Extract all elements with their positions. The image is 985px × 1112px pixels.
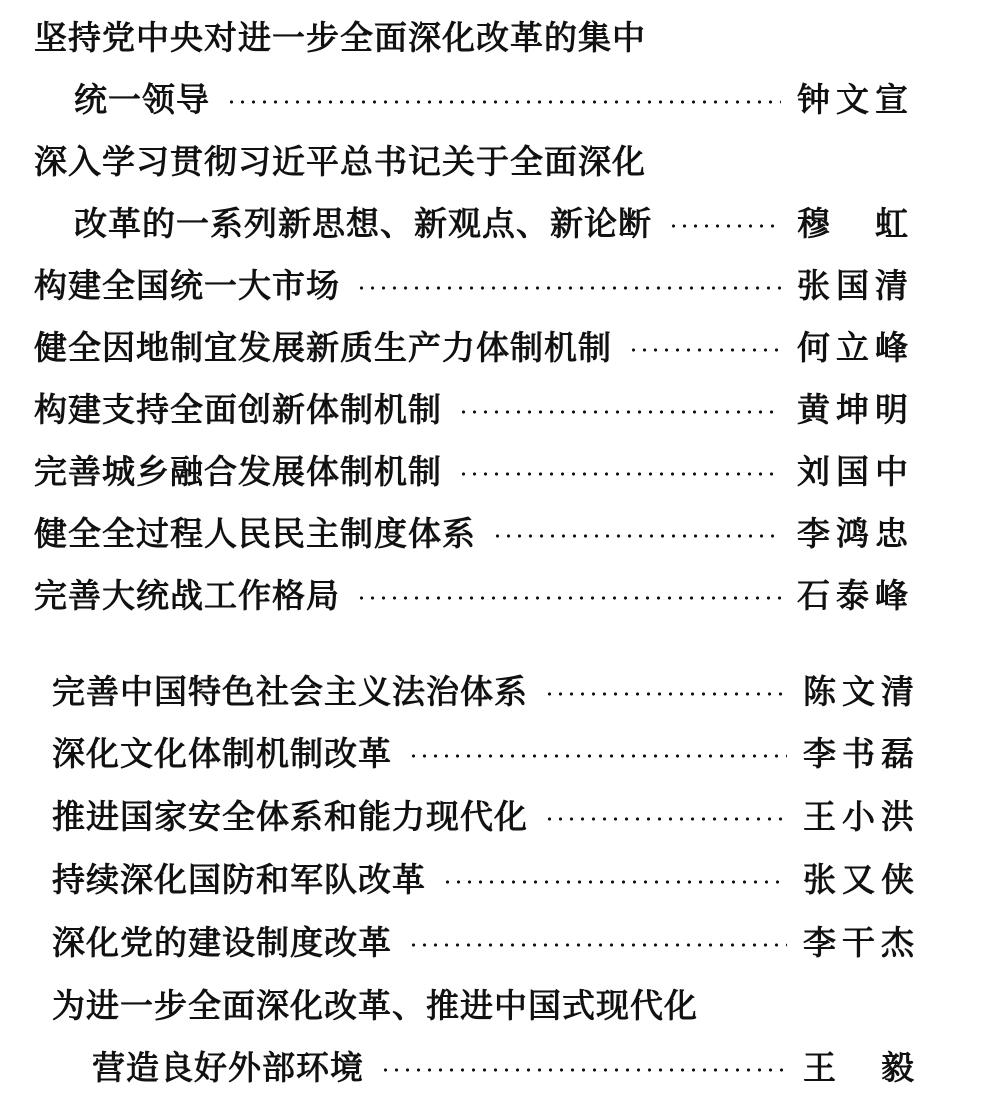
toc-entry-title: 深化党的建设制度改革 <box>52 922 392 962</box>
dot-leader <box>380 1068 787 1072</box>
toc-entry[interactable] <box>34 568 914 618</box>
toc-entry-author: 陈文清 <box>803 671 920 711</box>
toc-entry-title-line[interactable] <box>52 978 920 1028</box>
toc-entry[interactable] <box>52 915 920 965</box>
toc-entry[interactable] <box>34 320 914 370</box>
toc-entry-title: 完善大统战工作格局 <box>34 575 340 615</box>
toc-entry[interactable] <box>52 664 920 714</box>
toc-entry[interactable] <box>52 726 920 776</box>
toc-entry-title: 构建全国统一大市场 <box>34 265 340 305</box>
toc-entry-author: 刘国中 <box>797 451 914 491</box>
dot-leader <box>226 100 781 104</box>
toc-entry-title: 完善城乡融合发展体制机制 <box>34 451 442 491</box>
toc-entry[interactable] <box>52 789 920 839</box>
toc-entry-title: 为进一步全面深化改革、推进中国式现代化 <box>52 985 698 1025</box>
toc-entry[interactable] <box>34 506 914 556</box>
toc-entry[interactable] <box>74 196 914 246</box>
toc-entry-author: 王小洪 <box>803 796 920 836</box>
toc-entry-author: 钟文宣 <box>797 79 914 119</box>
toc-entry[interactable] <box>34 258 914 308</box>
toc-entry-author: 张又侠 <box>803 859 920 899</box>
toc-entry-title-line[interactable] <box>34 10 914 60</box>
toc-entry-title-continuation: 统一领导 <box>74 79 210 119</box>
toc-entry-author: 李鸿忠 <box>797 513 914 553</box>
toc-entry-title: 健全因地制宜发展新质生产力体制机制 <box>34 327 612 367</box>
toc-entry[interactable] <box>74 72 914 122</box>
dot-leader <box>458 472 781 476</box>
dot-leader <box>458 410 781 414</box>
dot-leader <box>442 880 787 884</box>
toc-entry-title: 构建支持全面创新体制机制 <box>34 389 442 429</box>
dot-leader <box>408 754 787 758</box>
dot-leader <box>356 596 781 600</box>
toc-entry-title: 推进国家安全体系和能力现代化 <box>52 796 528 836</box>
dot-leader <box>492 534 781 538</box>
toc-entry-title-line[interactable] <box>34 134 914 184</box>
dot-leader <box>356 286 781 290</box>
toc-entry-title-continuation: 营造良好外部环境 <box>92 1047 364 1087</box>
dot-leader <box>544 692 787 696</box>
toc-entry-title: 深入学习贯彻习近平总书记关于全面深化 <box>34 141 646 181</box>
toc-entry[interactable] <box>92 1040 920 1090</box>
toc-entry-author: 石泰峰 <box>797 575 914 615</box>
toc-entry-author: 黄坤明 <box>797 389 914 429</box>
toc-entry-title: 深化文化体制机制改革 <box>52 733 392 773</box>
toc-entry-author: 穆 虹 <box>797 203 914 243</box>
toc-entry-title: 持续深化国防和军队改革 <box>52 859 426 899</box>
toc-entry-author: 李干杰 <box>803 922 920 962</box>
toc-entry-title: 健全全过程人民民主制度体系 <box>34 513 476 553</box>
dot-leader <box>668 224 781 228</box>
dot-leader <box>408 943 787 947</box>
toc-entry-author: 李书磊 <box>803 733 920 773</box>
dot-leader <box>628 348 781 352</box>
toc-entry-author: 张国清 <box>797 265 914 305</box>
toc-entry[interactable] <box>34 382 914 432</box>
dot-leader <box>544 817 787 821</box>
toc-entry-author: 何立峰 <box>797 327 914 367</box>
toc-entry-title-continuation: 改革的一系列新思想、新观点、新论断 <box>74 203 652 243</box>
toc-entry-title: 坚持党中央对进一步全面深化改革的集中 <box>34 17 646 57</box>
toc-entry-author: 王 毅 <box>803 1047 920 1087</box>
toc-entry-title: 完善中国特色社会主义法治体系 <box>52 671 528 711</box>
toc-entry[interactable] <box>34 444 914 494</box>
toc-entry[interactable] <box>52 852 920 902</box>
